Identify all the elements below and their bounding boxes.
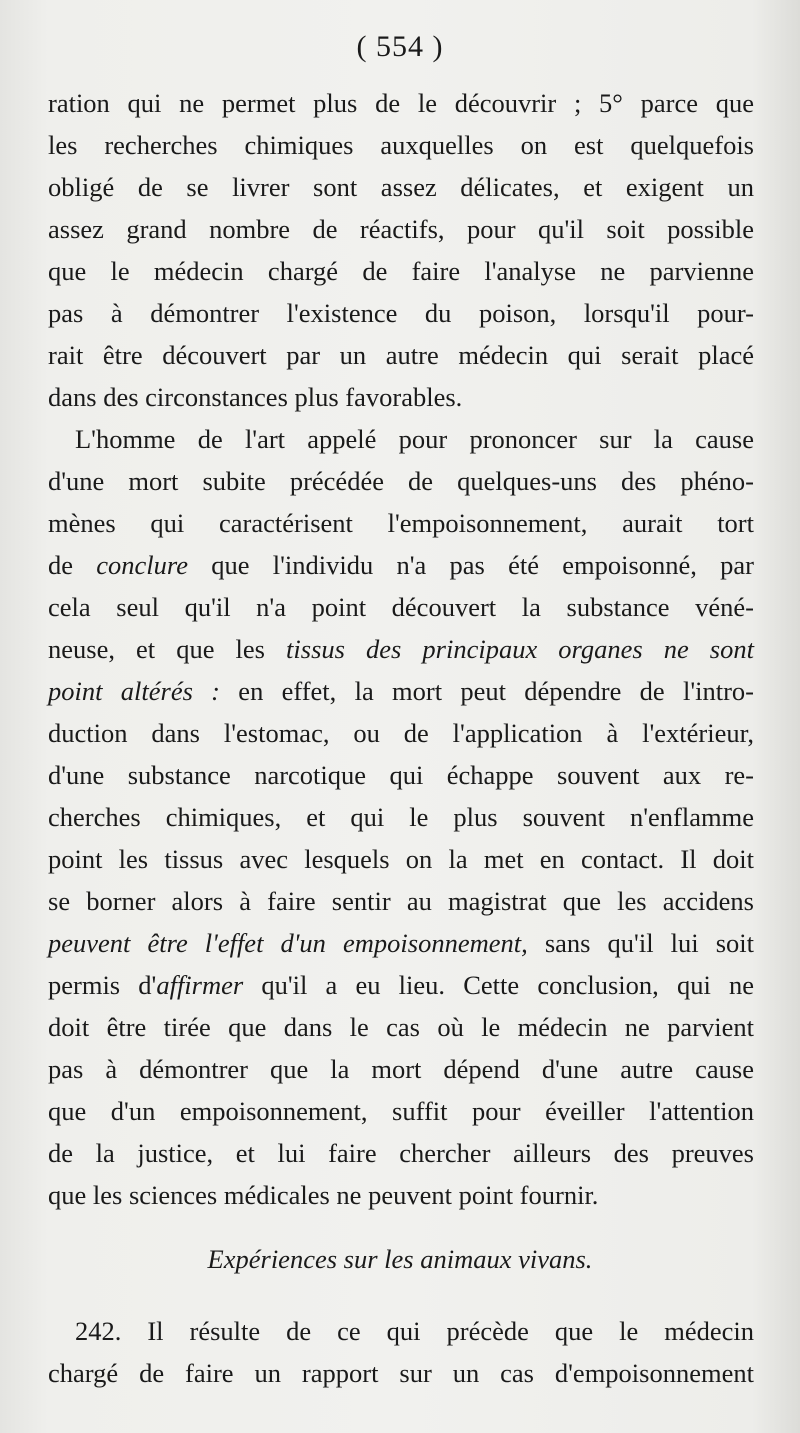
text-line: d'une substance narcotique qui échappe souvent aux re- [48, 760, 754, 790]
text-line: que d'un empoisonnement, suffit pour éveiller l'attention [48, 1096, 754, 1126]
text-line: cela seul qu'il n'a point découvert la substance véné- [48, 592, 754, 622]
text-run: qu'il a eu lieu. Cette conclusion, qui ne [243, 970, 754, 1000]
italic-run: affirmer [156, 970, 244, 1000]
italic-run: conclure [96, 550, 188, 580]
text-line: doit être tirée que dans le cas où le médecin ne parvient [48, 1012, 754, 1042]
text-line: que le médecin chargé de faire l'analyse ne parvienne [48, 256, 754, 286]
text-line: les recherches chimiques auxquelles on est quelquefois [48, 130, 754, 160]
text-line [48, 670, 754, 712]
text-line: L'homme de l'art appelé pour prononcer sur la cause [75, 424, 754, 454]
text-line: ration qui ne permet plus de le découvrir ; 5° parce que [48, 88, 754, 118]
text-line: point les tissus avec lesquels on la met en contact. Il doit [48, 844, 754, 874]
italic-run: peuvent être l'effet d'un empoisonnement, [48, 928, 528, 958]
text-line: se borner alors à faire sentir au magistrat que les accidens [48, 886, 754, 916]
text-run: permis d' [48, 970, 157, 1000]
text-line: de la justice, et lui faire chercher ailleurs des preuves [48, 1138, 754, 1168]
text-line [48, 964, 754, 1006]
text-run: de [48, 550, 97, 580]
page-number: ( 554 ) [356, 30, 444, 63]
text-line: que les sciences médicales ne peuvent point fournir. [48, 1180, 599, 1210]
text-line [48, 544, 754, 586]
text-run: que l'individu n'a pas été empoisonné, par [188, 550, 754, 580]
text-run: en effet, la mort peut dépendre de l'intro- [220, 676, 754, 706]
text-line: d'une mort subite précédée de quelques-uns des phéno- [48, 466, 754, 496]
text-run: sans qu'il lui soit [527, 928, 754, 958]
text-line: mènes qui caractérisent l'empoisonnement, aurait tort [48, 508, 754, 538]
text-line [48, 628, 754, 670]
italic-run: point altérés : [48, 676, 221, 706]
text-line: duction dans l'estomac, ou de l'application à l'extérieur, [48, 718, 754, 748]
text-line: pas à démontrer l'existence du poison, lorsqu'il pour- [48, 298, 754, 328]
italic-run: tissus des principaux organes ne sont [286, 634, 754, 664]
text-line: rait être découvert par un autre médecin qui serait placé [48, 340, 754, 370]
text-line: pas à démontrer que la mort dépend d'une autre cause [48, 1054, 754, 1084]
text-line: cherches chimiques, et qui le plus souvent n'enflamme [48, 802, 754, 832]
text-run: neuse, et que les [48, 634, 287, 664]
text-line: dans des circonstances plus favorables. [48, 382, 463, 412]
text-line: assez grand nombre de réactifs, pour qu'il soit possible [48, 214, 754, 244]
text-line: obligé de se livrer sont assez délicates, et exigent un [48, 172, 754, 202]
text-line: chargé de faire un rapport sur un cas d'empoisonnement [48, 1358, 754, 1388]
text-line [48, 922, 754, 964]
text-line: 242. Il résulte de ce qui précède que le médecin [75, 1316, 754, 1346]
section-heading: Expériences sur les animaux vivans. [207, 1244, 593, 1274]
